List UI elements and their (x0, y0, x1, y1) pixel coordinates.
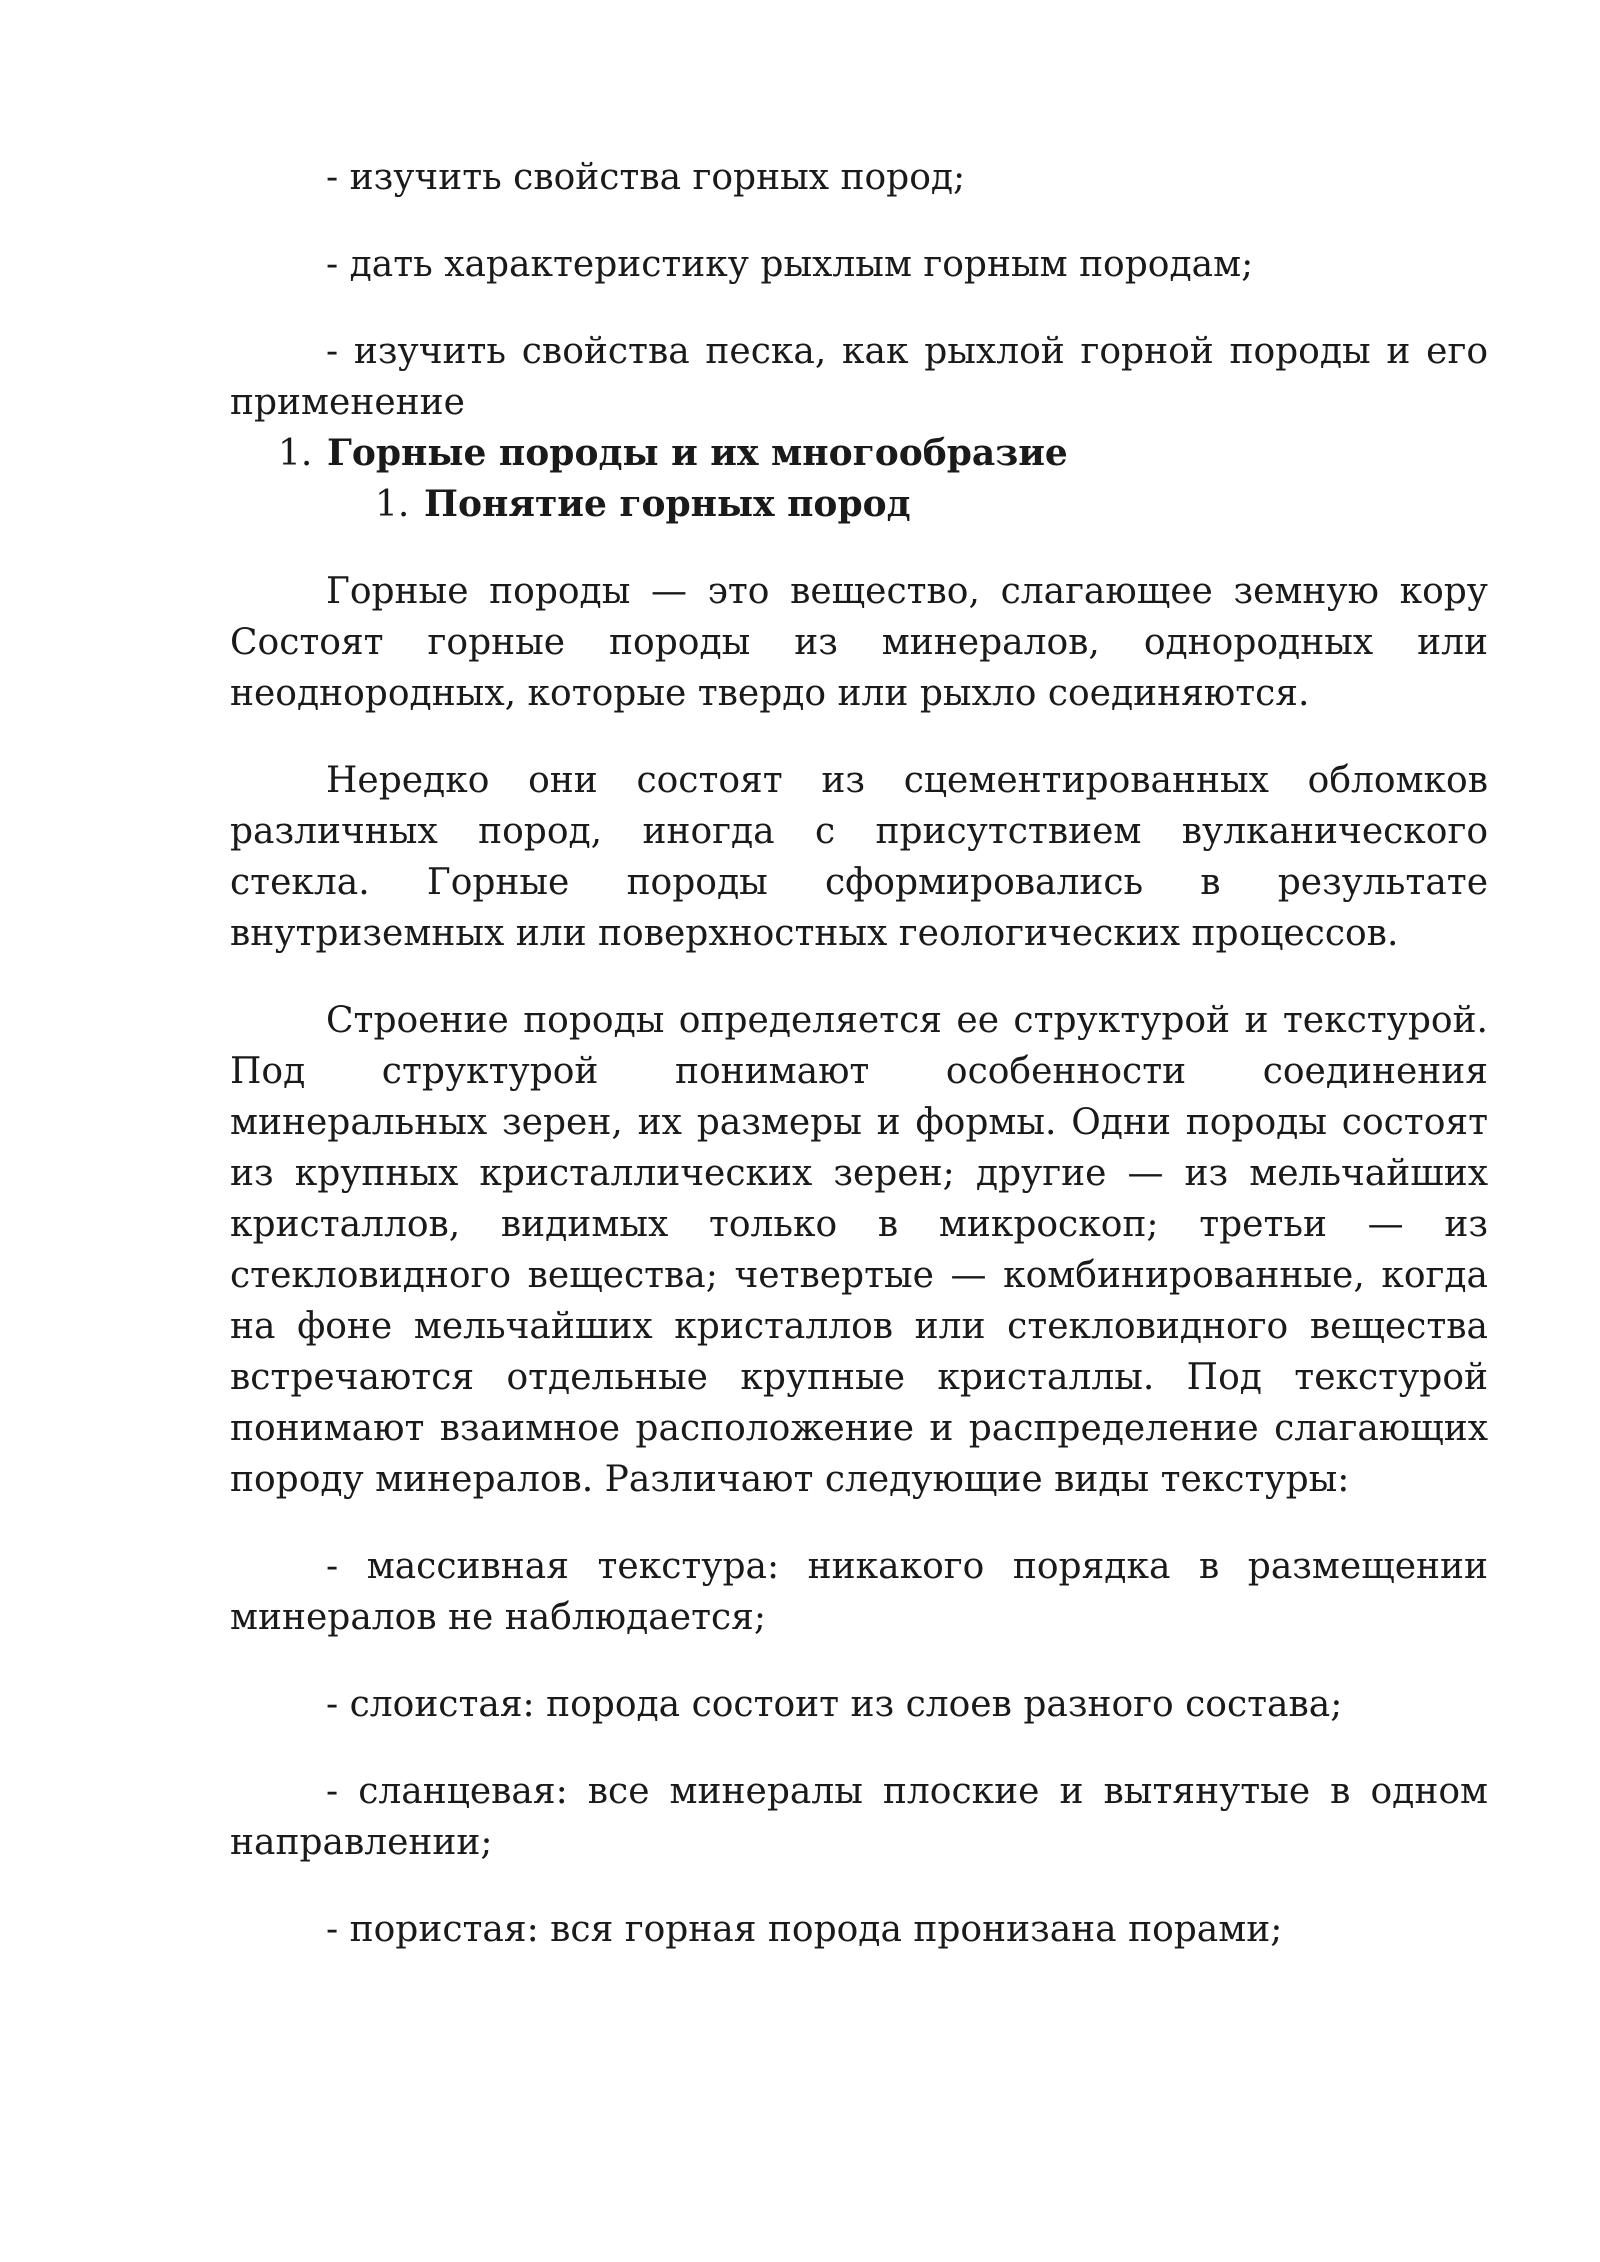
texture-item-2: - слоистая: порода состоит из слоев разного состава; (326, 1684, 1343, 1725)
document-page (230, 152, 1488, 1955)
subsection-heading (230, 479, 1488, 530)
section-number: 1. (278, 433, 313, 474)
paragraph-2: Нередко они состоят из сцементированных обломков различных пород, иногда с присутствием вулканического стекла. Горные породы сформировались в результате внутриземных или поверхностных геологических процессов. (230, 760, 1488, 954)
texture-item-4: - пористая: вся горная порода пронизана порами; (326, 1909, 1283, 1950)
subsection-number: 1. (375, 484, 410, 525)
section-title: Горные породы и их многообразие (327, 432, 1068, 474)
subsection-title: Понятие горных пород (424, 483, 911, 525)
paragraph-1: Горные породы — это вещество, слагающее земную кору Состоят горные породы из минералов, однородных или неоднородных, которые твердо или рыхло соединяются. (230, 571, 1488, 714)
paragraph-3: Строение породы определяется ее структурой и текстурой. Под структурой понимают особенности соединения минеральных зерен, их размеры и формы. Одни породы состоят из крупных кристаллических зерен; другие — из мельчайших кристаллов, видимых только в микроскоп; третьи — из стекловидного вещества; четвертые — комбинированные, когда на фоне мельчайших кристаллов или стекловидного вещества встречаются отдельные крупные кристаллы. Под текстурой понимают взаимное расположение и распределение слагающих породу минералов. Различают следующие виды текстуры: (230, 1000, 1488, 1500)
intro-item-1: - изучить свойства горных пород; (326, 157, 966, 198)
texture-item-1: - массивная текстура: никакого порядка в размещении минералов не наблюдается; (230, 1546, 1488, 1638)
texture-item-3: - сланцевая: все минералы плоские и вытянутые в одном направлении; (230, 1771, 1488, 1863)
section-heading (230, 428, 1488, 479)
intro-item-2: - дать характеристику рыхлым горным породам; (326, 244, 1254, 285)
intro-item-3: - изучить свойства песка, как рыхлой горной породы и его применение (230, 331, 1488, 423)
